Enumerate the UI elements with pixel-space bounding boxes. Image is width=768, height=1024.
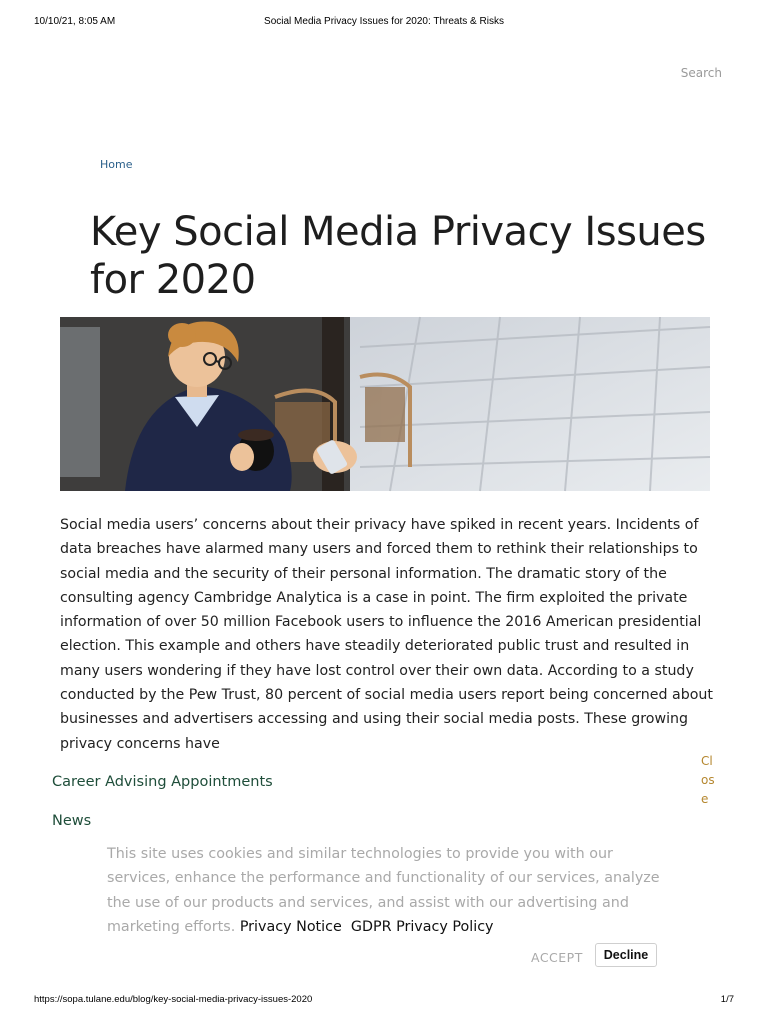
privacy-notice-link[interactable]: Privacy Notice — [239, 918, 342, 935]
page-title: Key Social Media Privacy Issues for 2020 — [90, 209, 706, 303]
cookie-close-button[interactable]: Close — [701, 754, 715, 806]
print-footer — [0, 994, 768, 1008]
print-url: https://sopa.tulane.edu/blog/key-social-media-privacy-issues-2020 — [34, 994, 313, 1005]
breadcrumb-home[interactable]: Home — [100, 158, 133, 171]
print-datetime: 10/10/21, 8:05 AM — [34, 16, 116, 27]
print-header — [0, 16, 768, 30]
search-link[interactable]: Search — [680, 66, 722, 80]
decline-button[interactable]: Decline — [595, 943, 657, 967]
nav-career-advising[interactable]: Career Advising Appointments — [52, 774, 273, 790]
gdpr-policy-link[interactable]: GDPR Privacy Policy — [350, 918, 494, 935]
hero-image — [60, 317, 710, 491]
print-doc-title: Social Media Privacy Issues for 2020: Threats & Risks — [264, 16, 504, 27]
cookie-banner-text — [107, 842, 667, 939]
accept-button[interactable]: ACCEPT — [531, 950, 583, 965]
print-page-number: 1/7 — [720, 994, 734, 1005]
article-body: Social media users’ concerns about their privacy have spiked in recent years. Incidents of data breaches have alarmed many users and forced them to rethink their relationships to social media and the security of their personal information. The dramatic story of the consulting agency Cambridge Analytica is a case in point. The firm exploited the private information of over 50 million Facebook users to influence the 2016 American presidential election. This example and others have steadily deteriorated public trust and resulted in many users wondering if they have lost control over their own data. According to a study conducted by the Pew Trust, 80 percent of social media users report being concerned about businesses and advertisers accessing and using their social media posts. These growing privacy concerns have — [60, 517, 713, 752]
nav-news[interactable]: News — [52, 813, 92, 829]
cookie-message: This site uses cookies and similar technologies to provide you with our services, enhance the performance and functionality of our services, analyze the use of our products and services, and assist with our advertising and marketing efforts. — [107, 846, 660, 935]
